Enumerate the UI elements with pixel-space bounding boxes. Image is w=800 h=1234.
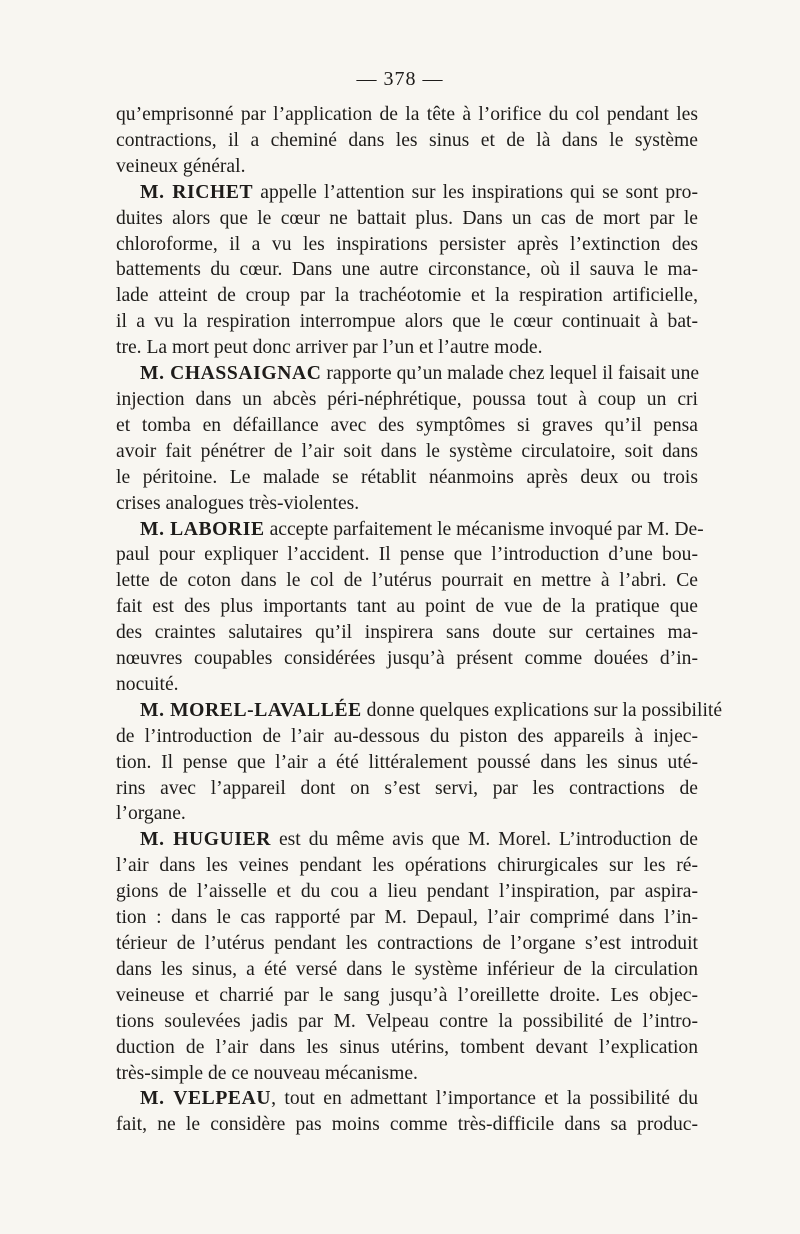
paragraph-line: térieur de l’utérus pendant les contractions de l’organe s’est introduit bbox=[116, 933, 698, 954]
paragraph-line: fait, ne le considère pas moins comme très-difficile dans sa produc- bbox=[116, 1114, 698, 1136]
paragraph-line: tion : dans le cas rapporté par M. Depaul, l’air comprimé dans l’in- bbox=[116, 907, 698, 929]
speaker-statement: appelle l’attention sur les inspirations qui se sont pro- bbox=[253, 181, 698, 203]
paragraph-line: battements du cœur. Dans une autre circonstance, où il sauva le ma- bbox=[116, 259, 698, 281]
speaker-name: M. RICHET bbox=[140, 181, 254, 203]
paragraph-line: le péritoine. Le malade se rétablit néanmoins après deux ou trois bbox=[116, 466, 698, 488]
speaker-paragraph bbox=[116, 361, 698, 516]
speaker-paragraph bbox=[116, 180, 698, 361]
paragraph-line bbox=[116, 698, 723, 724]
speaker-name: M. LABORIE bbox=[140, 518, 265, 540]
paragraph-line: rins avec l’appareil dont on s’est servi, par les contractions de bbox=[116, 777, 698, 799]
paragraph-line: tions soulevées jadis par M. Velpeau contre la possibilité de l’intro- bbox=[116, 1010, 698, 1032]
paragraph-line: duction de l’air dans les sinus utérins, tombent devant l’explication bbox=[116, 1036, 698, 1058]
paragraph-line: qu’emprisonné par l’application de la tête à l’orifice du col pendant les bbox=[116, 104, 698, 125]
paragraph-line: de l’introduction de l’air au-dessous du piston des appareils à injec- bbox=[116, 725, 698, 747]
paragraph-line: l’air dans les veines pendant les opérations chirurgicales sur les ré- bbox=[116, 855, 698, 877]
paragraph bbox=[116, 102, 698, 180]
paragraph-line: l’organe. bbox=[116, 803, 186, 825]
page-number: — 378 — bbox=[356, 68, 444, 90]
paragraph-line: veineux général. bbox=[116, 155, 246, 177]
paragraph-line: nocuité. bbox=[116, 673, 179, 695]
paragraph-line: fait est des plus importants tant au point de vue de la pratique que bbox=[116, 596, 698, 618]
paragraph-line: gions de l’aisselle et du cou a lieu pendant l’inspiration, par aspira- bbox=[116, 881, 698, 903]
speaker-name: M. CHASSAIGNAC bbox=[140, 363, 322, 385]
paragraph-line bbox=[116, 180, 698, 206]
paragraph-line: nœuvres coupables considérées jusqu’à présent comme douées d’in- bbox=[116, 648, 698, 670]
paragraph-line: veineuse et charrié par le sang jusqu’à l’oreillette droite. Les objec- bbox=[116, 984, 698, 1006]
speaker-name: M. VELPEAU bbox=[140, 1088, 272, 1110]
paragraph-line: lette de coton dans le col de l’utérus pourrait en mettre à l’abri. Ce bbox=[116, 570, 698, 592]
paragraph-line: crises analogues très-violentes. bbox=[116, 492, 360, 514]
speaker-statement: est du même avis que M. Morel. L’introduction de bbox=[271, 829, 698, 851]
speaker-statement: donne quelques explications sur la possibilité bbox=[361, 699, 723, 721]
paragraph-line: très-simple de ce nouveau mécanisme. bbox=[116, 1062, 418, 1084]
paragraph-line bbox=[116, 827, 698, 853]
speaker-statement: , tout en admettant l’importance et la possibilité du bbox=[271, 1088, 698, 1110]
speaker-paragraph bbox=[116, 517, 704, 698]
paragraph-line bbox=[116, 517, 704, 543]
paragraph-line: chloroforme, il a vu les inspirations persister après l’extinction des bbox=[116, 233, 698, 255]
paragraph-line: des craintes salutaires qu’il inspirera sans doute sur certaines ma- bbox=[116, 622, 698, 644]
speaker-statement: rapporte qu’un malade chez lequel il faisait une bbox=[321, 363, 700, 385]
paragraph-line bbox=[116, 1086, 698, 1112]
paragraph-line: injection dans un abcès péri-néphrétique, poussa tout à coup un cri bbox=[116, 388, 698, 410]
speaker-paragraph bbox=[116, 698, 723, 828]
speaker-statement: accepte parfaitement le mécanisme invoqué par M. De- bbox=[264, 518, 704, 540]
paragraph-line: tion. Il pense que l’air a été littéralement poussé dans les sinus uté- bbox=[116, 751, 698, 773]
speaker-name: M. HUGUIER bbox=[140, 829, 271, 851]
paragraph-line bbox=[116, 361, 698, 387]
paragraph-line: avoir fait pénétrer de l’air soit dans le système circulatoire, soit dans bbox=[116, 440, 698, 462]
paragraph-line: tre. La mort peut donc arriver par l’un et l’autre mode. bbox=[116, 337, 543, 359]
paragraph-line: il a vu la respiration interrompue alors que le cœur continuait à bat- bbox=[116, 311, 698, 333]
paragraph-line: lade atteint de croup par la trachéotomie et la respiration artificielle, bbox=[116, 285, 698, 307]
speaker-paragraph bbox=[116, 1086, 698, 1138]
page-body bbox=[116, 102, 723, 1138]
paragraph-line: contractions, il a cheminé dans les sinus et de là dans le système bbox=[116, 129, 698, 151]
paragraph-line: dans les sinus, a été versé dans le système inférieur de la circulation bbox=[116, 958, 698, 980]
paragraph-line: paul pour expliquer l’accident. Il pense que l’introduction d’une bou- bbox=[116, 544, 698, 566]
speaker-paragraph bbox=[116, 827, 698, 1086]
speaker-name: M. MOREL-LAVALLÉE bbox=[140, 699, 362, 721]
paragraph-line: et tomba en défaillance avec des symptômes si graves qu’il pensa bbox=[116, 414, 698, 436]
paragraph-line: duites alors que le cœur ne battait plus. Dans un cas de mort par le bbox=[116, 207, 698, 229]
